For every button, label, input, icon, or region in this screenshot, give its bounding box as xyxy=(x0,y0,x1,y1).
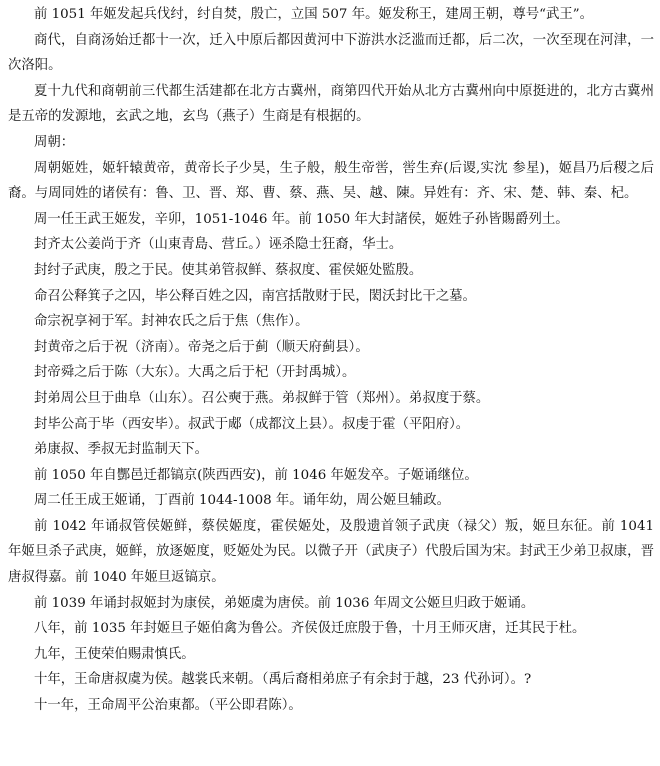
paragraph-zhou-lineage: 周朝姬姓，姬轩辕黄帝，黄帝长子少昊，生子般，般生帝喾，喾生弃(后谡,实沈 参星)，姬昌乃后稷之后裔。与周同姓的诸侯有：鲁、卫、晋、郑、曹、蔡、燕、吴、越、陳。异姓有：齐、宋、楚、韩、秦、杞。 xyxy=(8,160,654,202)
paragraph-second-king: 周二任王成王姬诵，丁酉前 1044-1008 年。诵年幼，周公姬旦辅政。 xyxy=(34,493,450,509)
paragraph-shennong-descendants: 命宗祝享祠于军。封神农氏之后于焦（焦作）。 xyxy=(34,314,309,330)
paragraph-first-king: 周一任王武王姬发，辛卯，1051-1046 年。前 1050 年大封諸侯，姬姓子孙皆賜爵列土。 xyxy=(34,211,569,227)
paragraph-duke-bi-fief: 封毕公高于毕（西安毕）。叔武于郕（成都汶上县）。叔虔于霍（平阳府）。 xyxy=(34,416,470,432)
paragraph-year-ten: 十年，王命唐叔虞为侯。越裳氏来朝。（禹后裔相弟庶子有余封于越，23 代孙诃）。? xyxy=(34,672,532,688)
paragraph-enfeoff-wugeng: 封纣子武庚，殷之于民。使其弟管叔鲜、蔡叔度、霍侯姬处監殷。 xyxy=(34,262,423,278)
paragraph-capital-haojing: 前 1050 年自酆邑迁都镐京(陕西西安)，前 1046 年姬发卒。子姬诵继位。 xyxy=(34,467,478,483)
paragraph-wu-wang-founding: 前 1051 年姬发起兵伐纣，纣自焚，殷亡，立国 507 年。姬发称王，建周王朝，尊号“武王”。 xyxy=(34,7,594,22)
paragraph-year-eleven: 十一年，王命周平公治東都。（平公即君陈）。 xyxy=(34,698,302,714)
paragraph-huangdi-descendants: 封黄帝之后于祝（济南）。帝尧之后于蓟（顺天府蓟县）。 xyxy=(34,339,369,355)
section-heading-zhou: 周朝： xyxy=(34,134,75,150)
paragraph-three-guards-rebellion: 前 1042 年诵叔管侯姬鲜，蔡侯姬度，霍侯姬处，及殷遗首领子武庚（禄父）叛，姬旦东征。前 1041 年姬旦杀子武庚，姬鲜，放逐姬度，贬姬处为民。以微子开（武庚子）代殷后国为宋。封武王少弟卫叔康，晋唐叔得嘉。前 1040 年姬旦返镐京。 xyxy=(8,518,654,586)
paragraph-shang-capital-moves: 商代，自商汤始迁都十一次，迁入中原后都因黄河中下游洪水泛滥而迁都，后二次，一次至现在河津，一次洛阳。 xyxy=(8,32,654,74)
paragraph-kangshu-jishu: 弟康叔、季叔无封监制天下。 xyxy=(34,442,209,458)
paragraph-duke-zhou-fief: 封弟周公旦于曲阜（山东）。召公奭于燕。弟叔鲜于管（郑州）。弟叔度于蔡。 xyxy=(34,390,490,406)
paragraph-release-prisoners: 命召公释箕子之囚，毕公释百姓之囚，南宫括散财于民，閎沃封比干之墓。 xyxy=(34,288,476,304)
paragraph-year-nine: 九年，王使荣伯赐肃慎氏。 xyxy=(34,646,195,662)
paragraph-kanghou-tanghou: 前 1039 年诵封叔姬封为康侯，弟姬虞为唐侯。前 1036 年周文公姬旦归政于姬诵。 xyxy=(34,595,535,611)
paragraph-year-eight: 八年，前 1035 年封姬旦子姬伯禽为鲁公。齐侯伋迁庶殷于鲁，十月王师灭唐，迁其民于杜。 xyxy=(34,621,586,637)
paragraph-shun-descendants: 封帝舜之后于陈（大东）。大禹之后于杞（开封禹城）。 xyxy=(34,365,356,381)
paragraph-xia-shang-jizhou: 夏十九代和商朝前三代都生活建都在北方古冀州，商第四代开始从北方古冀州向中原挺进的，北方古冀州是五帝的发源地，玄武之地，玄鸟（燕子）生商是有根据的。 xyxy=(8,83,654,125)
paragraph-enfeoff-qi: 封齐太公姜尚于齐（山東青島、营丘。）诬杀隐士狂裔，华士。 xyxy=(34,237,403,253)
